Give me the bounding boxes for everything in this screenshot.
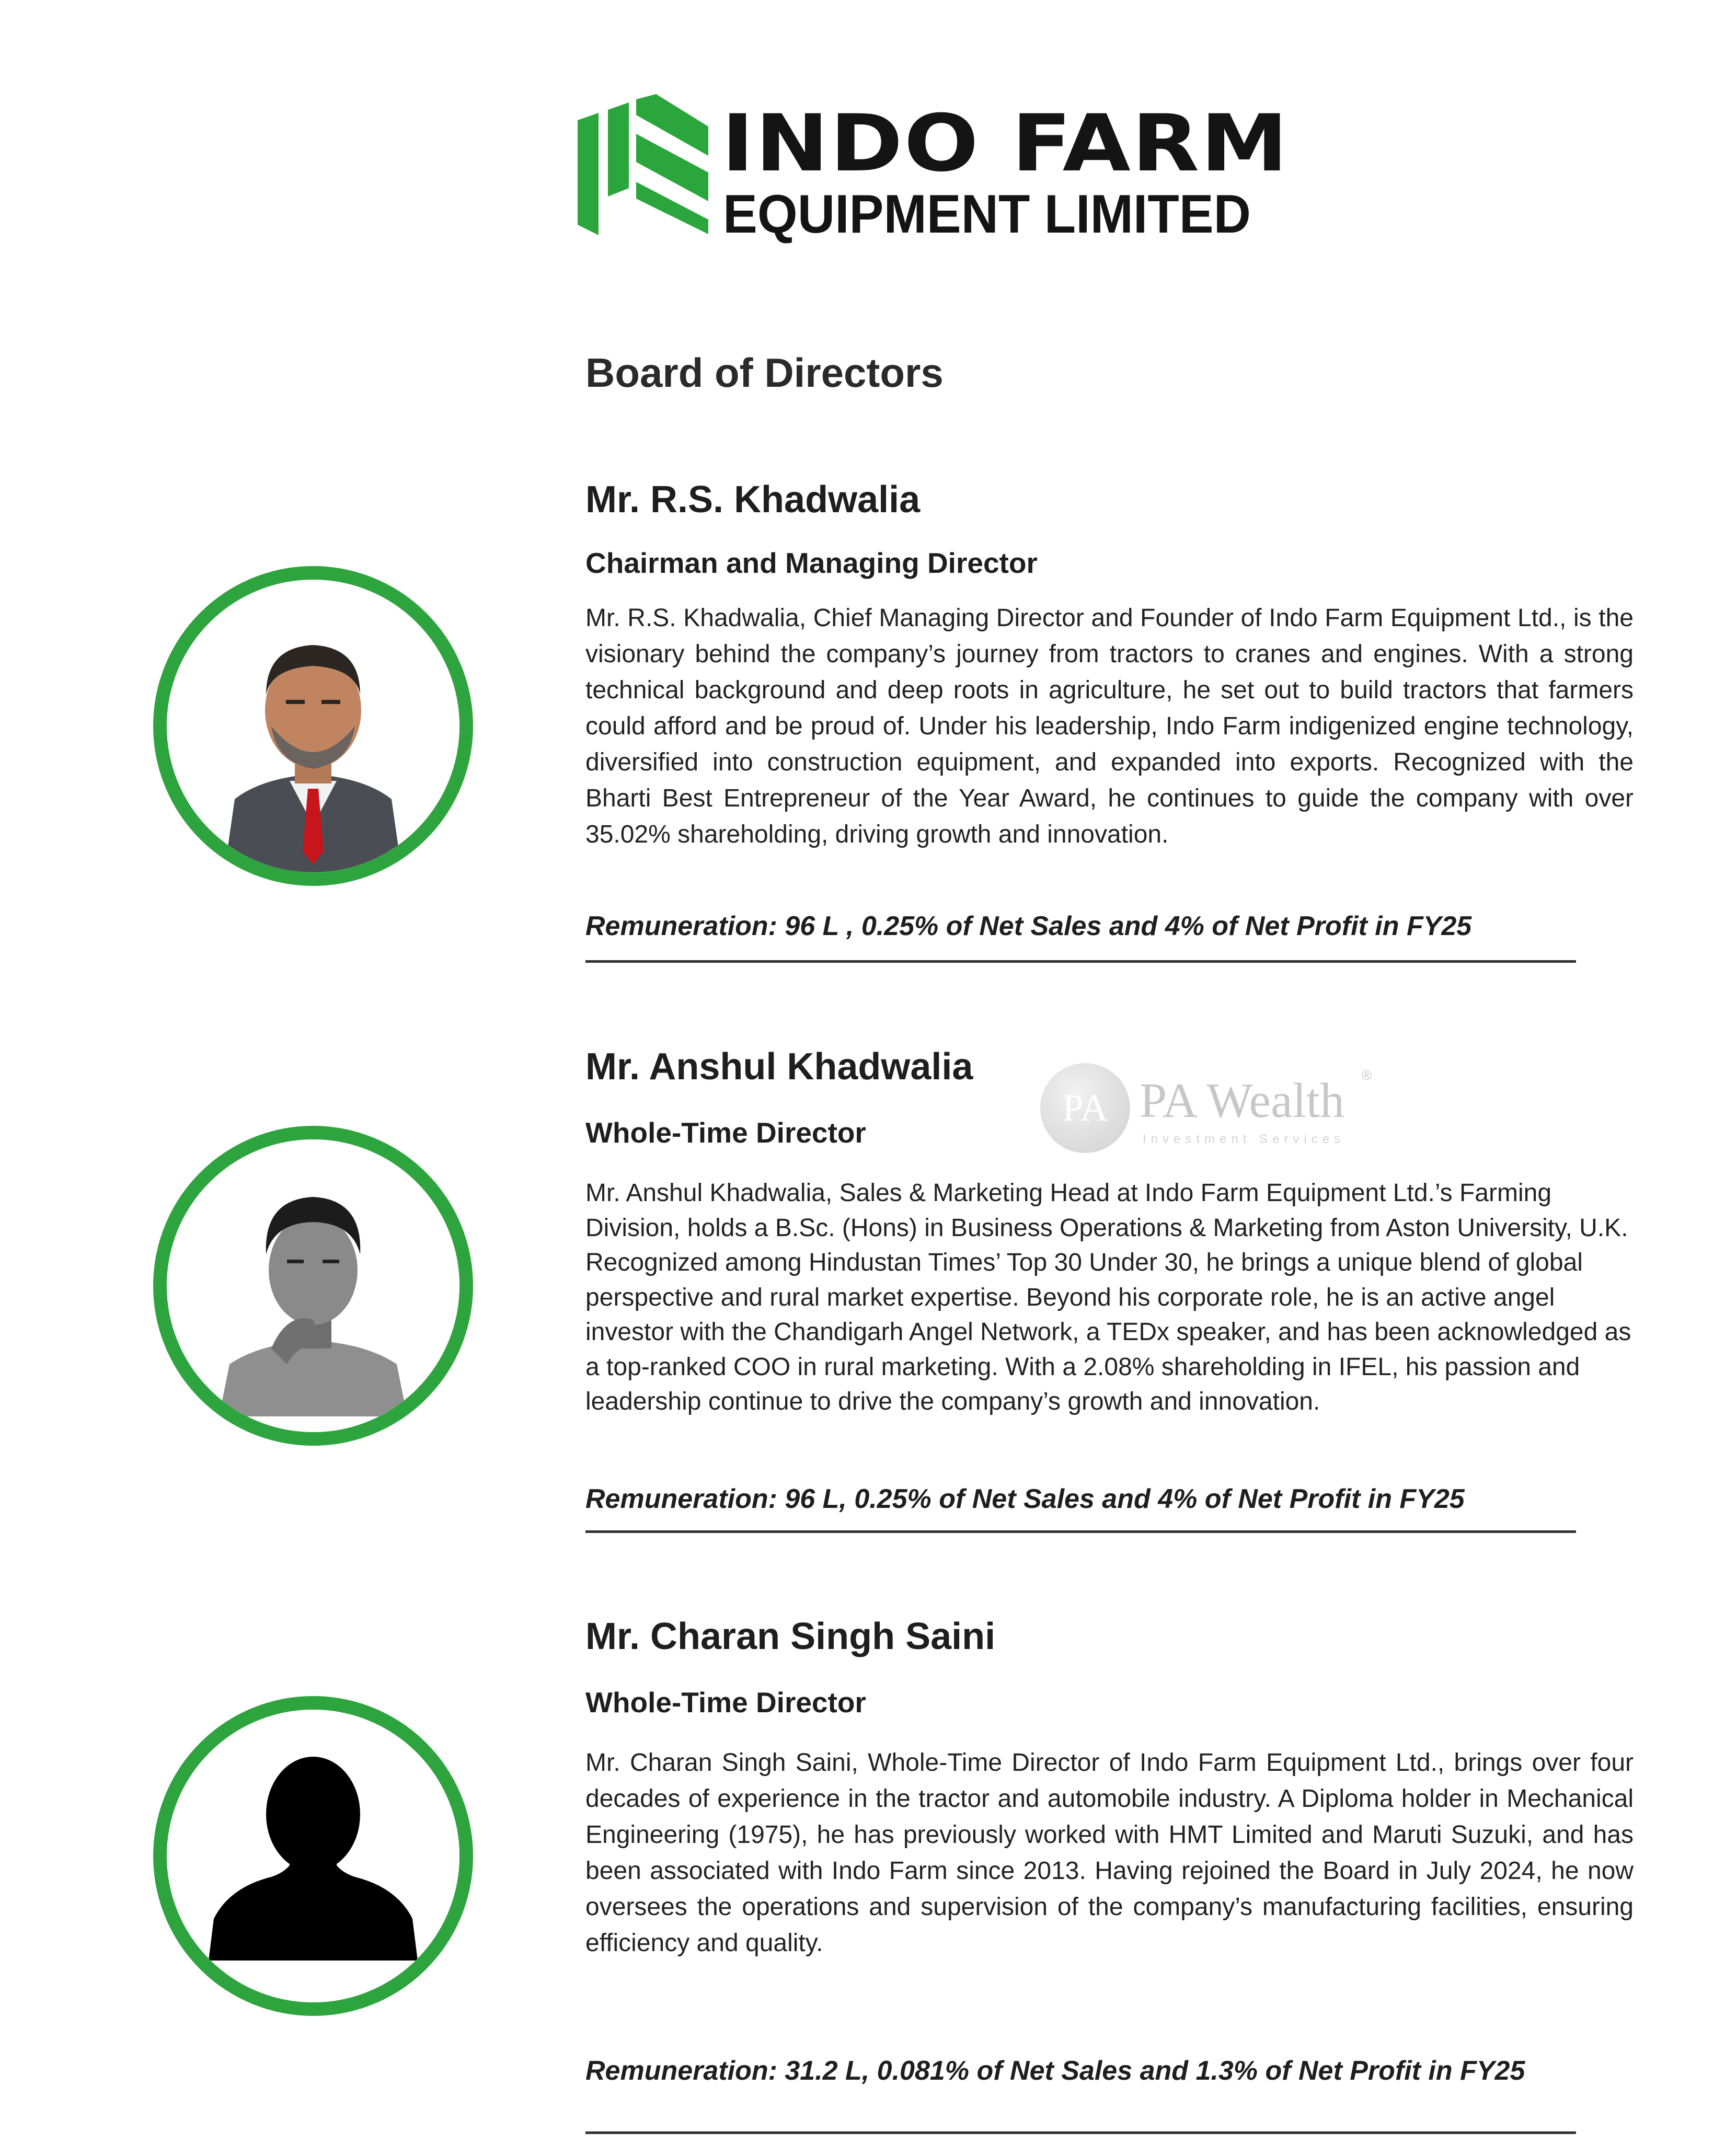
pa-wealth-watermark [1040,1060,1375,1165]
watermark-monogram: PA [1040,1063,1130,1153]
director-name-1: Mr. R.S. Khadwalia [585,479,921,521]
logo-mark-icon [578,94,714,235]
director-remuneration-1: Remuneration: 96 L , 0.25% of Net Sales and 4% of Net Profit in FY25 [585,911,1472,941]
watermark-registered: ® [1362,1067,1372,1083]
divider [585,1530,1576,1533]
young-man-bw-portrait-icon [167,1139,459,1432]
director-role-1: Chairman and Managing Director [585,547,1038,579]
watermark-name: PA Wealth [1140,1074,1345,1128]
director-remuneration-2: Remuneration: 96 L, 0.25% of Net Sales and 4% of Net Profit in FY25 [585,1484,1465,1514]
watermark-subtitle: Investment Services [1143,1132,1346,1146]
company-logo [578,94,1290,245]
divider [585,960,1576,963]
logo-text-line2: EQUIPMENT LIMITED [723,184,1251,245]
director-photo-2 [153,1126,473,1446]
director-photo-1 [153,566,473,886]
logo-text-line1: INDO FARM [721,98,1290,189]
director-name-3: Mr. Charan Singh Saini [585,1616,996,1657]
director-remuneration-3: Remuneration: 31.2 L, 0.081% of Net Sales and 1.3% of Net Profit in FY25 [585,2056,1525,2086]
man-in-suit-portrait-icon [167,580,459,872]
director-role-2: Whole-Time Director [585,1116,866,1149]
divider [585,2131,1576,2134]
person-silhouette-icon [167,1710,459,2002]
page-title: Board of Directors [585,350,944,396]
director-bio-1: Mr. R.S. Khadwalia, Chief Managing Director and Founder of Indo Farm Equipment Ltd., is the visionary behind the company’s journey from tractors to cranes and engines. With a strong technical background and deep roots in agriculture, he set out to build tractors that farmers could afford and be proud of. Under his leadership, Indo Farm indigenized engine technology, diversified into construction equipment, and expanded into exports. Recognized with the Bharti Best Entrepreneur of the Year Award, he continues to guide the company with over 35.02% shareholding, driving growth and innovation. [585,604,1634,848]
director-bio-2: Mr. Anshul Khadwalia, Sales & Marketing Head at Indo Farm Equipment Ltd.’s Farming Division, holds a B.Sc. (Hons) in Business Operations & Marketing from Aston University, U.K. Recognized among Hindustan Times’ Top 30 Under 30, he brings a unique blend of global perspective and rural market expertise. Beyond his corporate role, he is an active angel investor with the Chandigarh Angel Network, a TEDx speaker, and has been acknowledged as a top-ranked COO in rural marketing. With a 2.08% shareholding in IFEL, his passion and leadership continue to drive the company’s growth and innovation. [585,1179,1631,1415]
director-name-2: Mr. Anshul Khadwalia [585,1046,973,1088]
director-bio-3: Mr. Charan Singh Saini, Whole-Time Director of Indo Farm Equipment Ltd., brings over four decades of experience in the tractor and automobile industry. A Diploma holder in Mechanical Engineering (1975), he has previously worked with HMT Limited and Maruti Suzuki, and has been associated with Indo Farm since 2013. Having rejoined the Board in July 2024, he now oversees the operations and supervision of the company’s manufacturing facilities, ensuring efficiency and quality. [585,1749,1634,1957]
director-photo-3 [153,1696,473,2016]
director-role-3: Whole-Time Director [585,1686,866,1719]
